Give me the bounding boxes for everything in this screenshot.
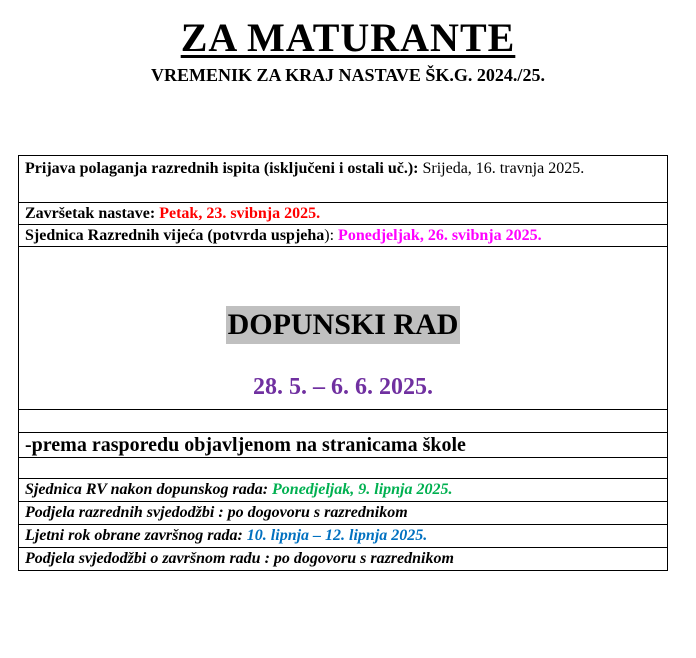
sjednica-paren: ): bbox=[324, 227, 339, 244]
table-row bbox=[19, 410, 668, 433]
dopunski-dates: 28. 5. – 6. 6. 2025. bbox=[253, 374, 433, 400]
table-row bbox=[19, 479, 668, 502]
table-row bbox=[19, 458, 668, 479]
row-podjela bbox=[19, 502, 668, 525]
podjela-label: Podjela razrednih svjedodžbi : po dogovoru s razrednikom bbox=[25, 504, 408, 521]
table-row bbox=[19, 502, 668, 525]
empty-cell bbox=[19, 410, 668, 433]
ljetni-value: 10. lipnja – 12. lipnja 2025. bbox=[246, 527, 428, 544]
zavrsetak-value: Petak, 23. svibnja 2025. bbox=[159, 205, 321, 222]
prijava-value: Srijeda, 16. travnja 2025. bbox=[418, 160, 585, 177]
row-sjednica bbox=[19, 225, 668, 247]
sjednica-label: Sjednica Razrednih vijeća (potvrda uspjeha bbox=[25, 227, 325, 244]
row-sjednica-rv bbox=[19, 479, 668, 502]
ljetni-label: Ljetni rok obrane završnog rada: bbox=[25, 527, 247, 544]
table-row bbox=[19, 548, 668, 571]
row-zavrsetak bbox=[19, 203, 668, 225]
row-dopunski bbox=[19, 247, 668, 410]
row-prijava bbox=[19, 156, 668, 203]
schedule-table bbox=[18, 155, 668, 571]
row-podjela-zavrsni bbox=[19, 548, 668, 571]
zavrsetak-label: Završetak nastave: bbox=[25, 205, 160, 222]
page-subtitle: VREMENIK ZA KRAJ NASTAVE ŠK.G. 2024./25. bbox=[151, 65, 545, 85]
table-row bbox=[19, 225, 668, 247]
prijava-label: Prijava polaganja razrednih ispita (isključeni i ostali uč.): bbox=[25, 160, 419, 177]
table-row bbox=[19, 525, 668, 548]
dopunski-title: DOPUNSKI RAD bbox=[226, 306, 461, 344]
page-title bbox=[0, 14, 696, 62]
raspored-note: -prema rasporedu objavljenom na stranicama škole bbox=[19, 433, 668, 458]
table-row bbox=[19, 203, 668, 225]
table-row bbox=[19, 156, 668, 203]
podjela-zavrsni-label: Podjela svjedodžbi o završnom radu : po dogovoru s razrednikom bbox=[25, 550, 454, 567]
row-ljetni-rok bbox=[19, 525, 668, 548]
page-title-text: ZA MATURANTE bbox=[180, 15, 516, 60]
sjednica-rv-value: Ponedjeljak, 9. lipnja 2025. bbox=[272, 481, 453, 498]
table-row bbox=[19, 433, 668, 458]
sjednica-rv-label: Sjednica RV nakon dopunskog rada: bbox=[25, 481, 273, 498]
empty-cell bbox=[19, 458, 668, 479]
sjednica-value: Ponedjeljak, 26. svibnja 2025. bbox=[338, 227, 542, 244]
table-row bbox=[19, 247, 668, 410]
